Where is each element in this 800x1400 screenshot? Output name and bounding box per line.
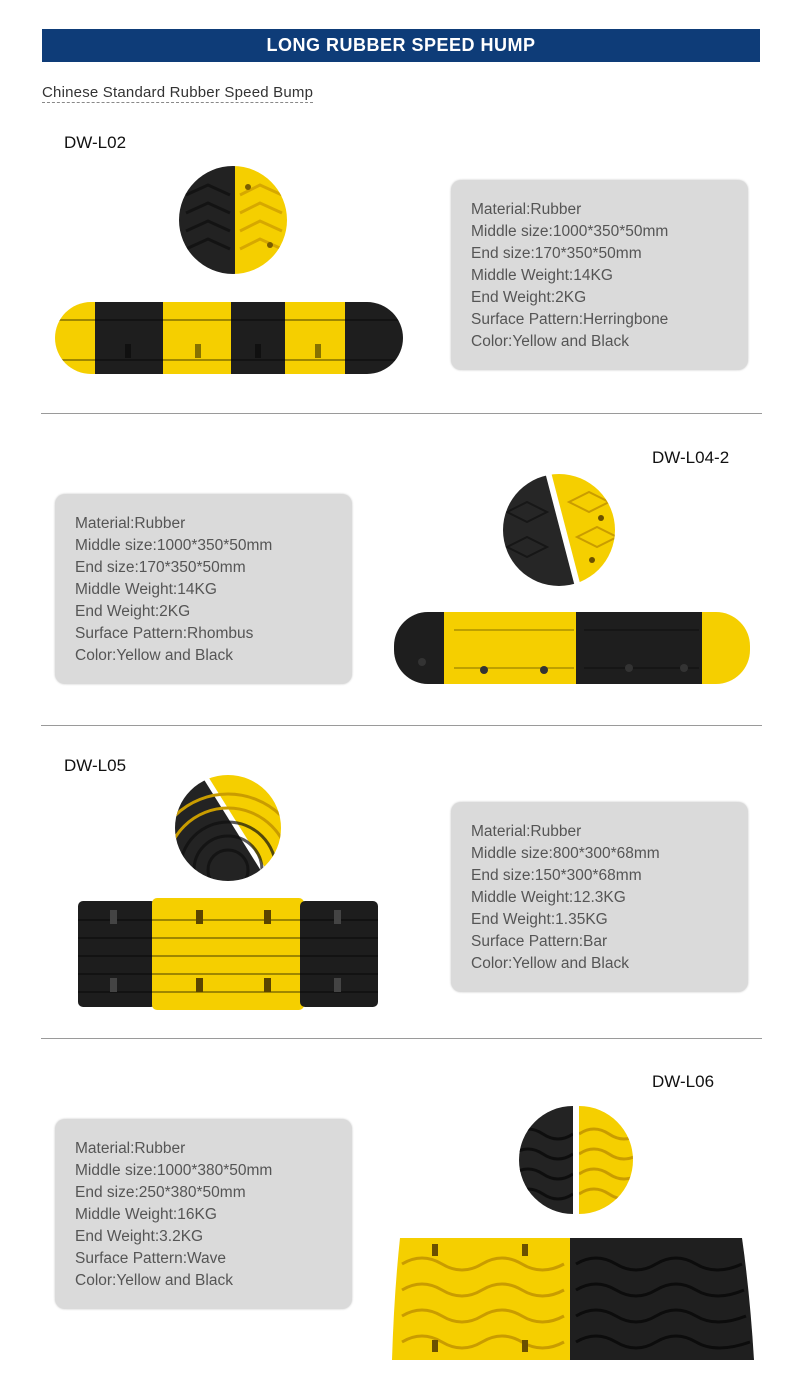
spec-surface-pattern: Surface Pattern:Rhombus: [75, 625, 254, 642]
spec-card-dw-l04-2: [55, 494, 352, 684]
end-cap-image-dw-l04-2: [497, 472, 625, 587]
section-divider: [41, 725, 762, 726]
spec-end-size: End size:150*300*68mm: [471, 867, 642, 884]
spec-list: [451, 802, 748, 975]
spec-material: Material:Rubber: [471, 823, 582, 840]
page-subtitle[interactable]: Chinese Standard Rubber Speed Bump: [42, 84, 314, 101]
spec-list: [55, 494, 352, 667]
end-cap-image-dw-l05: [168, 770, 290, 882]
spec-color: Color:Yellow and Black: [471, 333, 629, 350]
spec-surface-pattern: Surface Pattern:Bar: [471, 933, 608, 950]
spec-list: [451, 180, 748, 353]
model-label-dw-l04-2: DW-L04-2: [652, 448, 730, 467]
spec-end-size: End size:170*350*50mm: [75, 559, 246, 576]
model-label-dw-l02: DW-L02: [64, 133, 127, 152]
spec-list: [55, 1119, 352, 1292]
spec-middle-size: Middle size:800*300*68mm: [471, 845, 660, 862]
spec-material: Material:Rubber: [75, 515, 186, 532]
banner-title: LONG RUBBER SPEED HUMP: [266, 35, 536, 55]
page-banner: [42, 29, 760, 62]
spec-middle-weight: Middle Weight:16KG: [75, 1206, 217, 1223]
spec-end-size: End size:250*380*50mm: [75, 1184, 246, 1201]
spec-card-dw-l05: [451, 802, 748, 992]
spec-end-size: End size:170*350*50mm: [471, 245, 642, 262]
spec-material: Material:Rubber: [75, 1140, 186, 1157]
spec-card-dw-l02: [451, 180, 748, 370]
end-cap-image-dw-l02: [178, 165, 288, 275]
spec-end-weight: End Weight:2KG: [75, 603, 191, 620]
spec-middle-weight: Middle Weight:14KG: [471, 267, 613, 284]
model-label-dw-l05: DW-L05: [64, 756, 127, 775]
spec-middle-weight: Middle Weight:12.3KG: [471, 889, 626, 906]
spec-end-weight: End Weight:3.2KG: [75, 1228, 204, 1245]
speed-hump-image-dw-l06: [392, 1234, 754, 1362]
spec-middle-size: Middle size:1000*380*50mm: [75, 1162, 273, 1179]
spec-middle-size: Middle size:1000*350*50mm: [471, 223, 669, 240]
speed-hump-image-dw-l05: [78, 898, 378, 1010]
spec-surface-pattern: Surface Pattern:Herringbone: [471, 311, 669, 328]
spec-end-weight: End Weight:1.35KG: [471, 911, 608, 928]
speed-hump-image-dw-l04-2: [394, 610, 752, 688]
section-divider: [41, 413, 762, 414]
spec-color: Color:Yellow and Black: [75, 1272, 233, 1289]
spec-color: Color:Yellow and Black: [75, 647, 233, 664]
model-label-dw-l06: DW-L06: [652, 1072, 715, 1091]
spec-middle-weight: Middle Weight:14KG: [75, 581, 217, 598]
speed-hump-image-dw-l02: [55, 300, 405, 378]
spec-card-dw-l06: [55, 1119, 352, 1309]
spec-material: Material:Rubber: [471, 201, 582, 218]
end-cap-image-dw-l06: [503, 1104, 649, 1216]
spec-color: Color:Yellow and Black: [471, 955, 629, 972]
spec-surface-pattern: Surface Pattern:Wave: [75, 1250, 227, 1267]
section-divider: [41, 1038, 762, 1039]
spec-middle-size: Middle size:1000*350*50mm: [75, 537, 273, 554]
spec-end-weight: End Weight:2KG: [471, 289, 587, 306]
